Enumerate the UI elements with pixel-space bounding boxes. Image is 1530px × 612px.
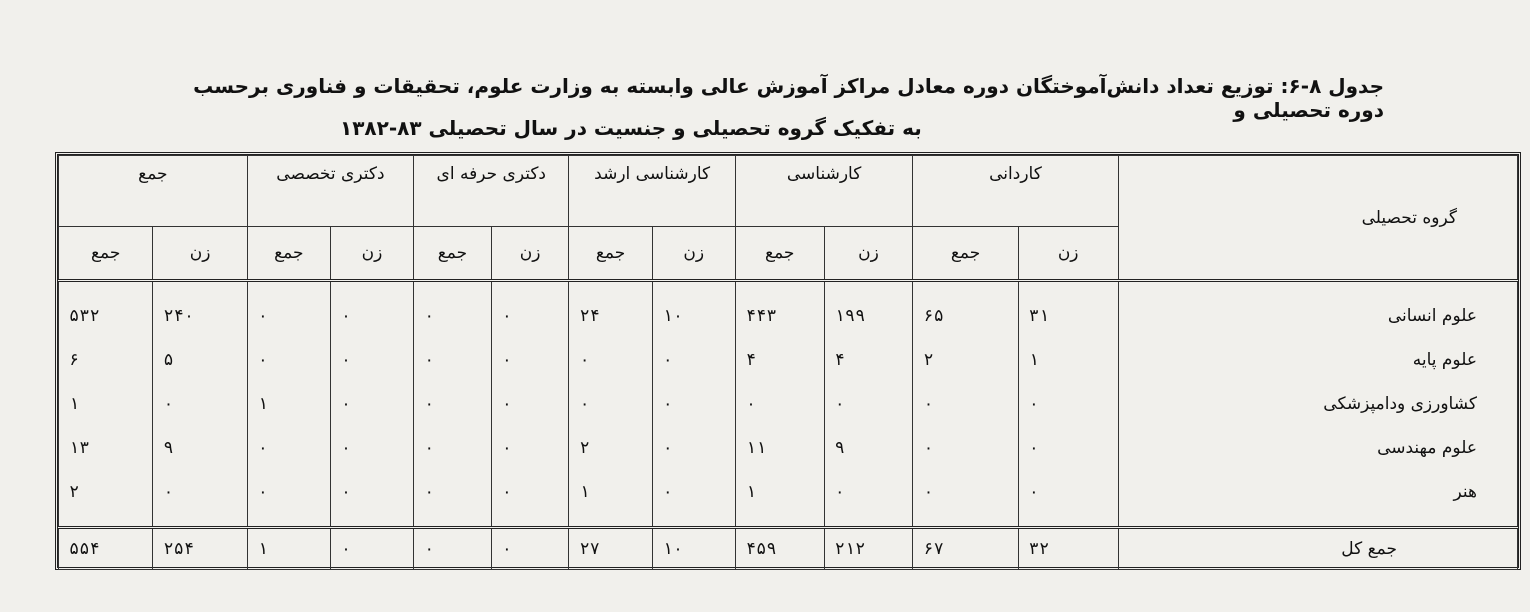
table-cell: ۲۱۲ [824,528,913,570]
table-cell: ۳۲ [1018,528,1118,570]
subheader-women: زن [1018,227,1118,281]
row-label: کشاورزی ودامپزشکی [1118,382,1517,426]
table-cell: ۲۵۴ [153,528,247,570]
table-cell: ۲۴ [569,294,652,338]
table-cell: ۰ [247,294,330,338]
table-cell: ۰ [414,426,492,470]
table-cell: ۴ [735,338,824,382]
table-cell: ۰ [1018,382,1118,426]
table-row [59,426,1518,470]
table-cell: ۲ [913,338,1018,382]
table-cell: ۱۹۹ [824,294,913,338]
table-cell: ۵۵۴ [59,528,153,570]
subheader-total: جمع [414,227,492,281]
table-cell: ۰ [652,382,735,426]
total-row [59,528,1518,570]
subheader-total: جمع [913,227,1018,281]
subheader-women: زن [824,227,913,281]
table-cell: ۹ [824,426,913,470]
subheader-women: زن [330,227,413,281]
table-cell: ۰ [824,382,913,426]
table-cell: ۰ [247,470,330,514]
table-cell: ۶۷ [913,528,1018,570]
table-cell: ۰ [1018,426,1118,470]
table-cell: ۹ [153,426,247,470]
group-header: دکتری حرفه ای [414,156,569,227]
table-row [59,382,1518,426]
table-cell: ۰ [414,338,492,382]
table-cell: ۰ [491,294,569,338]
row-label: علوم مهندسی [1118,426,1517,470]
table-cell: ۲۷ [569,528,652,570]
statistics-table [55,152,1521,570]
table-cell: ۰ [913,426,1018,470]
table-cell: ۰ [913,382,1018,426]
table-cell: ۱ [1018,338,1118,382]
table-cell: ۲۴۰ [153,294,247,338]
table-cell: ۰ [414,528,492,570]
subheader-total: جمع [569,227,652,281]
table-cell: ۰ [330,470,413,514]
table-cell: ۵۳۲ [59,294,153,338]
group-header: کاردانی [913,156,1118,227]
table-cell: ۰ [330,382,413,426]
subheader-total: جمع [247,227,330,281]
table-cell: ۰ [414,382,492,426]
table-cell: ۴۴۳ [735,294,824,338]
table-cell: ۰ [913,470,1018,514]
table-cell: ۰ [569,382,652,426]
subheader-total: جمع [735,227,824,281]
table-cell: ۲ [569,426,652,470]
table-cell: ۰ [652,470,735,514]
subheader-total: جمع [59,227,153,281]
table-cell: ۰ [1018,470,1118,514]
table-cell: ۰ [153,382,247,426]
table-cell: ۰ [491,528,569,570]
table-cell: ۰ [330,528,413,570]
table-cell: ۰ [414,470,492,514]
table-cell: ۱ [247,382,330,426]
table-caption-line1: جدول ۸-۶: توزیع تعداد دانش‌آموختگان دوره معادل مراکز آموزش عالی وابسته به وزارت علوم، تحقیقات و فناوری برحسب دوره تحصیلی و [193,74,1384,122]
table-cell: ۰ [330,338,413,382]
table-cell: ۱۱ [735,426,824,470]
group-header: کارشناسی ارشد [569,156,735,227]
table-cell: ۱ [59,382,153,426]
table-cell: ۱ [247,528,330,570]
table-cell: ۰ [491,470,569,514]
table-row [59,338,1518,382]
subheader-women: زن [652,227,735,281]
table-cell: ۰ [330,294,413,338]
table-cell: ۰ [491,338,569,382]
group-header: کارشناسی [735,156,913,227]
table-cell: ۰ [569,338,652,382]
total-label: جمع کل [1118,528,1517,570]
table-cell: ۱۰ [652,294,735,338]
table-cell: ۰ [247,426,330,470]
table-cell: ۶۵ [913,294,1018,338]
table-cell: ۴۵۹ [735,528,824,570]
subheader-women: زن [491,227,569,281]
table-cell: ۰ [652,338,735,382]
table-cell: ۰ [153,470,247,514]
table-cell: ۰ [491,382,569,426]
table-cell: ۱ [569,470,652,514]
table-row [59,294,1518,338]
table-cell: ۰ [330,426,413,470]
table-cell: ۵ [153,338,247,382]
group-header: دکتری تخصصی [247,156,413,227]
table-cell: ۰ [652,426,735,470]
table-cell: ۰ [247,338,330,382]
table-row [59,470,1518,514]
table-cell: ۳۱ [1018,294,1118,338]
table-cell: ۲ [59,470,153,514]
row-label: علوم پایه [1118,338,1517,382]
table-body [59,281,1518,570]
row-label: علوم انسانی [1118,294,1517,338]
table-cell: ۱۰ [652,528,735,570]
table-cell: ۰ [735,382,824,426]
row-header-cell: گروه تحصیلی [1118,156,1517,281]
table-cell: ۰ [824,470,913,514]
subheader-women: زن [153,227,247,281]
data-table [58,155,1518,570]
group-header: جمع [59,156,248,227]
table-caption-line2: به تفکیک گروه تحصیلی و جنسیت در سال تحصیلی ۸۳-۱۳۸۲ [340,116,922,140]
table-cell: ۱ [735,470,824,514]
table-cell: ۴ [824,338,913,382]
table-cell: ۱۳ [59,426,153,470]
table-cell: ۰ [414,294,492,338]
table-cell: ۰ [491,426,569,470]
row-label: هنر [1118,470,1517,514]
table-cell: ۶ [59,338,153,382]
